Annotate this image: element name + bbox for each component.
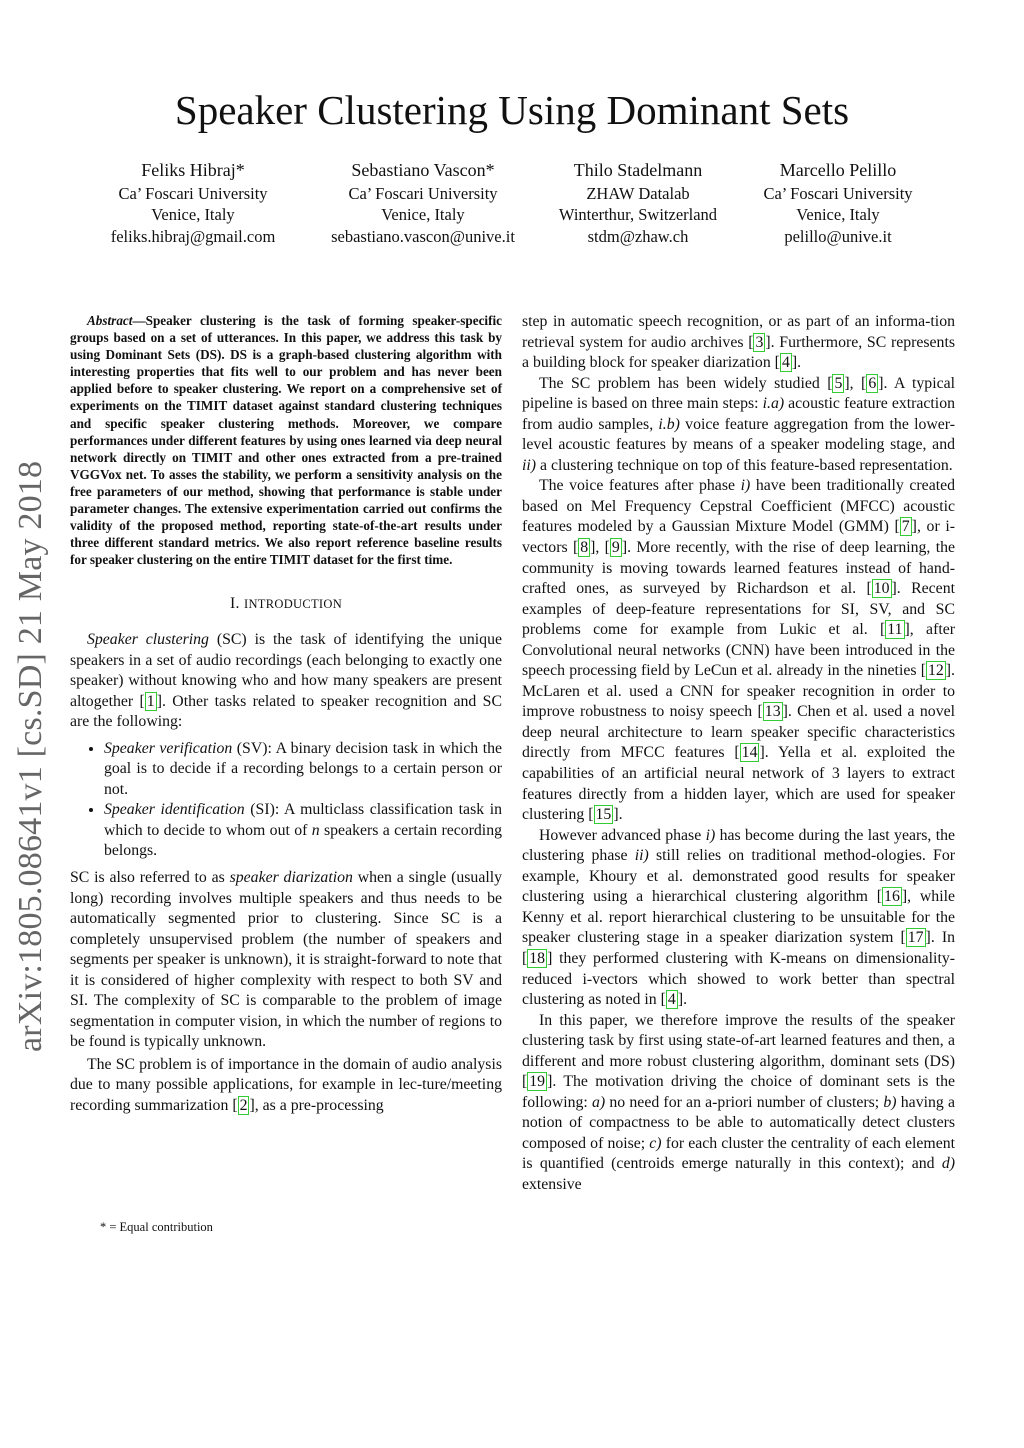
author-block-3 xyxy=(548,160,728,247)
citation-link[interactable]: 10 xyxy=(873,580,890,598)
citation-link[interactable]: 16 xyxy=(884,888,900,906)
arxiv-identifier: arXiv:1805.08641v1 [cs.SD] 21 May 2018 xyxy=(12,460,49,1052)
citation-link[interactable]: 8 xyxy=(580,539,589,557)
author-name: Feliks Hibraj* xyxy=(141,160,245,180)
intro-paragraph-6: However advanced phase i) has become during the last years, the clustering phase ii) still relies on traditional method-ologies. For example, Khoury et al. demonstrated good results for speaker clustering using a hierarchical clustering algorithm [ 16 ], while Kenny et al. report hierarchical clustering to be unsuitable for the speaker clustering stage in a speaker diarization system [ 17 ]. In [ 18 ] they performed clustering with K-means on dimensionality-reduced i-vectors which showed to work better than spectral clustering as noted in [ 4 ]. xyxy=(522,826,955,1009)
author-email: stdm@zhaw.ch xyxy=(587,226,689,246)
right-column xyxy=(522,312,955,1196)
author-name: Marcello Pelillo xyxy=(779,160,897,180)
author-email: sebastiano.vascon@unive.it xyxy=(331,226,515,246)
author-block-4 xyxy=(752,160,924,247)
intro-paragraph-3-cont: step in automatic speech recognition, or as part of an informa-tion retrieval system for audio archives [ 3 ]. Furthermore, SC represents a building block for speaker diarization [ 4 ]. xyxy=(522,313,955,372)
intro-paragraph-3: The SC problem is of importance in the domain of audio analysis due to many possible applications, for example in lec-ture/meeting recording summarization [ 2 ], as a pre-processing xyxy=(70,1055,502,1114)
citation-link[interactable]: 1 xyxy=(146,692,155,710)
citation-link[interactable]: 4 xyxy=(667,991,676,1009)
author-location: Venice, Italy xyxy=(151,205,235,224)
citation-link[interactable]: 3 xyxy=(755,333,764,351)
paper-title: Speaker Clustering Using Dominant Sets xyxy=(174,87,850,133)
author-affiliation: Ca’ Foscari University xyxy=(118,183,268,203)
citation-link[interactable]: 17 xyxy=(907,929,924,947)
citation-link[interactable]: 6 xyxy=(868,374,877,392)
citation-link[interactable]: 4 xyxy=(781,354,790,372)
author-email: feliks.hibraj@gmail.com xyxy=(110,226,276,246)
citation-link[interactable]: 12 xyxy=(927,662,944,680)
citation-link[interactable]: 5 xyxy=(834,374,843,392)
citation-link[interactable]: 7 xyxy=(901,518,910,536)
citation-link[interactable]: 18 xyxy=(529,949,546,967)
citation-link[interactable]: 9 xyxy=(611,539,620,557)
citation-link[interactable]: 14 xyxy=(741,744,758,762)
section-heading-introduction: I. INTRODUCTION xyxy=(229,595,343,613)
intro-paragraph-2: SC is also referred to as speaker diarization when a single (usually long) recording involves multiple speakers and thus needs to be automatically segmented prior to clustering. Since SC is a completely unsupervised problem (the number of speakers and segments per speaker is unknown), it is straight-forward to note that it is considered of higher complexity with respect to both SV and SI. The complexity of SC is comparable to the problem of image segmentation in computer vision, in which the number of regions to be found is typically unknown. xyxy=(70,868,503,1051)
author-location: Venice, Italy xyxy=(796,205,880,224)
author-name: Sebastiano Vascon* xyxy=(351,160,495,180)
citation-link[interactable]: 19 xyxy=(529,1073,546,1091)
intro-paragraph-4: The SC problem has been widely studied [ 5 ], [ 6 ]. A typical pipeline is based on three main steps: i.a) acoustic feature extraction from audio samples, i.b) voice feature aggregation from the lower-level acoustic features by means of a speaker modeling stage, and ii) a clustering technique on top of this feature-based representation. xyxy=(522,374,955,474)
author-email: pelillo@unive.it xyxy=(784,226,892,246)
list-item: • Speaker identification (SI): A multiclass classification task in which to decide to whom out of n speakers a certain recording belongs. xyxy=(104,800,502,862)
author-block-2 xyxy=(312,160,534,247)
abstract-text: —Speaker clustering is the task of forming speaker-specific groups based on a set of utterances. In this paper, we address this task by using Dominant Sets (DS). DS is a graph-based clustering algorithm with interesting properties that fits well to our problem and has never been applied before to speaker clustering. We report on a comprehensive set of experiments on the TIMIT dataset against standard clustering techniques and specific speaker clustering methods. Moreover, we compare performances under different features by using ones learned via deep neural network directly on TIMIT and other ones extracted from a pre-trained VGGVox net. To asses the stability, we perform a sensitivity analysis on the free parameters of our method, showing that performance is stable under parameter changes. The extensive experimentation carried out confirms the validity of the proposed method, reporting state-of-the-art results under three different standard metrics. We also report reference baseline results for speaker clustering on the entire TIMIT dataset for the first time. xyxy=(70,313,502,568)
citation-link[interactable]: 15 xyxy=(595,806,612,824)
author-affiliation: Ca’ Foscari University xyxy=(763,183,913,203)
intro-paragraph-5: The voice features after phase i) have been traditionally created based on Mel Frequency Cepstral Coefficient (MFCC) acoustic features modeled by a Gaussian Mixture Model (GMM) [ 7 ], or i-vectors [ 8 ], [ 9 ]. More recently, with the rise of deep learning, the community is moving towards learned features instead of hand-crafted ones, as surveyed by Richardson et al. [ 10 ]. Recent examples of deep-feature representations for SI, SV, and SC problems come for example from Lukic et al. [ 11 ], after Convolutional neural networks (CNN) have been introduced in the speech processing field by LeCun et al. already in the nineties [ 12 ]. McLaren et al. used a CNN for speaker recognition in order to improve robustness to noisy speech [ 13 ]. Chen et al. used a novel deep neural architecture to learn speaker specific characteristics directly from MFCC features [ 14 ]. Yella et al. exploited the capabilities of an artificial neural network of 3 layers to extract features directly from a hidden layer, which are used for speaker clustering [ 15 ]. xyxy=(522,477,956,824)
author-affiliation: Ca’ Foscari University xyxy=(348,183,498,203)
author-affiliation: ZHAW Datalab xyxy=(586,183,690,203)
task-list xyxy=(70,739,502,862)
author-location: Winterthur, Switzerland xyxy=(558,205,718,224)
author-name: Thilo Stadelmann xyxy=(573,160,703,180)
abstract xyxy=(70,312,502,568)
left-column xyxy=(70,312,502,1117)
author-location: Venice, Italy xyxy=(381,205,465,224)
citation-link[interactable]: 11 xyxy=(887,621,903,639)
intro-paragraph-1: Speaker clustering (SC) is the task of identifying the unique speakers in a set of audio recordings (each belonging to exactly one speaker) without knowing who and how many speakers are present altogether [ 1 ]. Other tasks related to speaker recognition and SC are the following: xyxy=(70,630,502,731)
abstract-label: Abstract xyxy=(87,313,133,328)
intro-paragraph-7: In this paper, we therefore improve the results of the speaker clustering task by first using state-of-art learned features and then, a different and more robust clustering algorithm, dominant sets (DS) [ 19 ]. The motivation driving the choice of dominant sets is the following: a) no need for an a-priori number of clusters; b) having a notion of compactness to be able to automatically detect clusters composed of noise; c) for each cluster the centrality of each element is quantified (centroids emerge naturally in this context); and d) extensive xyxy=(522,1011,955,1193)
footnote: * = Equal contribution xyxy=(100,1220,213,1234)
citation-link[interactable]: 2 xyxy=(239,1096,248,1114)
author-block-1 xyxy=(97,160,289,247)
list-item: • Speaker verification (SV): A binary decision task in which the goal is to decide if a recording belongs to a certain person or not. xyxy=(104,739,502,801)
citation-link[interactable]: 13 xyxy=(764,703,781,721)
